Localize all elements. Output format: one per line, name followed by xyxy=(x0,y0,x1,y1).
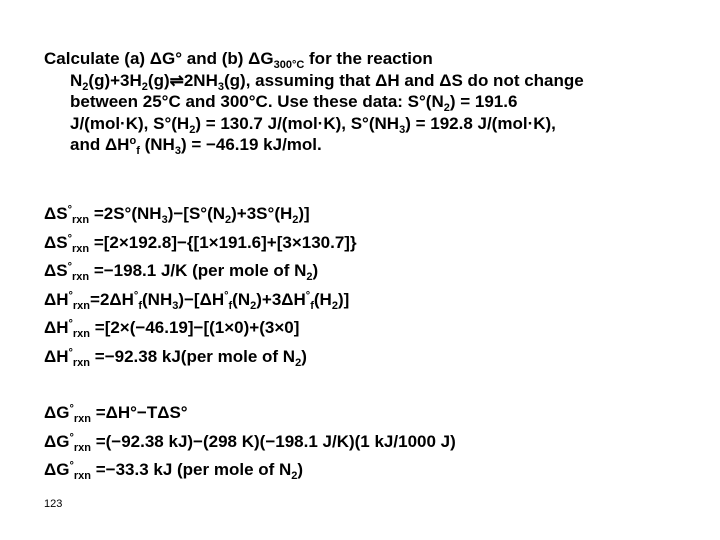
problem-text: ) = −46.19 kJ/mol. xyxy=(180,135,322,154)
rxn-subscript: rxn xyxy=(72,328,91,340)
solution-line xyxy=(44,200,357,229)
degree-symbol: ° xyxy=(305,289,311,302)
equation-lhs: ΔH xyxy=(44,318,69,337)
degree-symbol: ° xyxy=(69,431,74,444)
degree-symbol: ° xyxy=(69,403,74,415)
equation-text: =−33.3 kJ (per mole of N xyxy=(90,460,292,479)
equation-text: (NH xyxy=(142,289,173,309)
problem-text: (g), assuming that ΔH and ΔS do not change xyxy=(224,70,584,90)
equation-text: )+3S°(H xyxy=(231,204,293,223)
subscript: f xyxy=(228,299,233,312)
degree-symbol: ° xyxy=(67,232,72,245)
solution-line xyxy=(44,229,357,258)
equation-text: ) xyxy=(312,261,319,280)
problem-line-5 xyxy=(44,134,704,156)
subscript: 2 xyxy=(331,299,338,312)
equation-text: =−198.1 J/K (per mole of N xyxy=(93,261,307,280)
solution-line xyxy=(44,286,357,315)
rxn-subscript: rxn xyxy=(73,441,91,454)
degree-symbol: ° xyxy=(67,204,72,216)
problem-text: between 25°C and 300°C. Use these data: S°(N xyxy=(70,92,444,111)
equation-text: )] xyxy=(298,204,310,223)
subscript: 2 xyxy=(141,80,148,93)
degree-symbol: ° xyxy=(224,289,229,302)
page-number: 123 xyxy=(44,498,63,510)
superscript: o xyxy=(129,135,137,147)
equation-text: ) xyxy=(301,346,307,366)
subscript: f xyxy=(138,299,142,312)
problem-line-2 xyxy=(44,70,704,92)
rxn-subscript: rxn xyxy=(72,356,91,369)
subscript: 2 xyxy=(443,102,450,114)
equation-text: =(−92.38 kJ)−(298 K)(−198.1 J/K)(1 kJ/1000 J) xyxy=(90,431,456,451)
subscript: 3 xyxy=(174,145,181,157)
subscript: 2 xyxy=(250,299,257,312)
rxn-subscript: rxn xyxy=(73,413,91,425)
equation-lhs: ΔG xyxy=(44,403,70,422)
equation-lhs: ΔH xyxy=(44,289,69,309)
equation-text: =[2×(−46.19]−[(1×0)+(3×0] xyxy=(94,318,300,337)
equation-lhs: ΔH xyxy=(44,346,69,366)
subscript: 2 xyxy=(306,271,313,283)
subscript: 3 xyxy=(161,214,168,226)
solution-line xyxy=(44,428,456,457)
rxn-subscript: rxn xyxy=(71,242,90,255)
entropy-enthalpy-solution xyxy=(44,200,357,371)
problem-text: J/(mol·K), S°(H xyxy=(70,113,190,133)
gibbs-solution xyxy=(44,399,456,485)
equation-text: )] xyxy=(337,289,350,309)
equation-text: (H xyxy=(313,289,332,309)
equation-text: ) xyxy=(297,460,304,479)
equation-text: (N xyxy=(232,289,251,309)
equation-lhs: ΔS xyxy=(44,204,68,223)
subscript: 300°C xyxy=(273,59,305,71)
equation-text: =[2×192.8]−{[1×191.6]+[3×130.7]} xyxy=(93,232,357,252)
rxn-subscript: rxn xyxy=(73,470,91,482)
problem-line-1 xyxy=(44,48,704,70)
degree-symbol: ° xyxy=(68,318,73,330)
rxn-subscript: rxn xyxy=(72,299,91,312)
problem-text: Calculate (a) ΔG° and (b) ΔG xyxy=(44,49,274,68)
equation-text: =−92.38 kJ(per mole of N xyxy=(94,346,296,366)
equation-text: =ΔH°−TΔS° xyxy=(90,403,188,422)
equation-lhs: ΔG xyxy=(44,431,70,451)
degree-symbol: ° xyxy=(68,346,73,359)
equation-text: =2ΔH xyxy=(90,289,134,309)
solution-line xyxy=(44,257,357,286)
equation-text: =2S°(NH xyxy=(93,204,162,223)
subscript: 2 xyxy=(292,214,299,226)
problem-text: (NH xyxy=(139,135,175,154)
problem-text: N xyxy=(70,70,83,90)
solution-line xyxy=(44,343,357,372)
problem-text: (g)+3H xyxy=(88,70,142,90)
rxn-subscript: rxn xyxy=(71,271,90,283)
problem-text: for the reaction xyxy=(304,49,433,68)
subscript: 3 xyxy=(172,299,179,312)
solution-line xyxy=(44,314,357,343)
equation-text: )+3ΔH xyxy=(256,289,306,309)
subscript: f xyxy=(136,145,140,157)
degree-symbol: ° xyxy=(69,460,74,472)
problem-line-3 xyxy=(44,91,704,113)
subscript: f xyxy=(310,299,314,312)
subscript: 3 xyxy=(217,80,224,93)
equation-lhs: ΔS xyxy=(44,232,68,252)
subscript: 2 xyxy=(291,470,298,482)
solution-line xyxy=(44,399,456,428)
subscript: 2 xyxy=(225,214,232,226)
problem-text: and ΔH xyxy=(70,135,130,154)
degree-symbol: ° xyxy=(133,289,139,302)
rxn-subscript: rxn xyxy=(71,214,90,226)
problem-text: ) = 191.6 xyxy=(449,92,518,111)
equation-lhs: ΔG xyxy=(44,460,70,479)
problem-text: ) = 192.8 J/(mol·K), xyxy=(405,113,556,133)
subscript: 2 xyxy=(82,80,89,93)
degree-symbol: ° xyxy=(67,261,72,273)
problem-text: ) = 130.7 J/(mol·K), S°(NH xyxy=(195,113,400,133)
subscript: 3 xyxy=(399,123,406,136)
subscript: 2 xyxy=(189,123,196,136)
degree-symbol: ° xyxy=(68,289,73,302)
problem-line-4 xyxy=(44,113,704,135)
problem-text: (g)⇌2NH xyxy=(147,70,218,90)
equation-text: )−[ΔH xyxy=(178,289,225,309)
problem-statement xyxy=(44,48,704,156)
subscript: 2 xyxy=(295,356,302,369)
equation-text: )−[S°(N xyxy=(167,204,226,223)
solution-line xyxy=(44,456,456,485)
equation-lhs: ΔS xyxy=(44,261,68,280)
